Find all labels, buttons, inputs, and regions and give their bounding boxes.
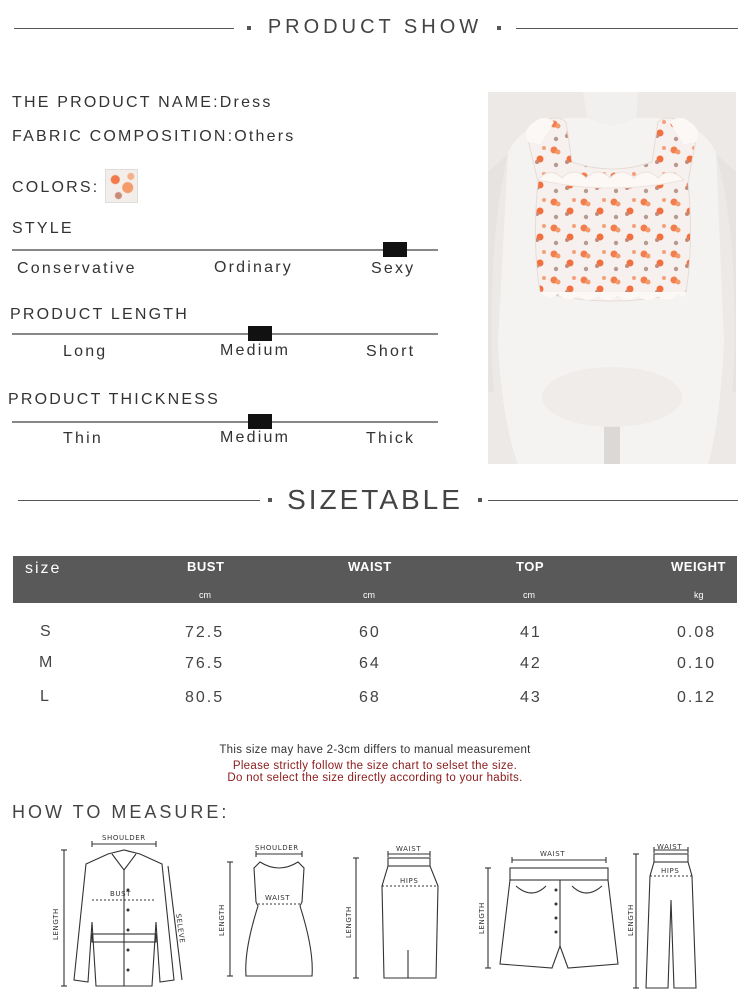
skirt-length-label: LENGTH [345, 906, 353, 938]
header-waist: WAIST [348, 559, 392, 574]
how-to-measure-title: HOW TO MEASURE: [12, 802, 230, 822]
length-label: PRODUCT LENGTH [10, 306, 189, 323]
size-warning-1: Please strictly follow the size chart to selset the size. [232, 760, 518, 772]
table-row-size: L [40, 688, 51, 705]
length-option-short: Short [366, 343, 416, 360]
jacket-diagram [48, 830, 198, 992]
thickness-option-medium: Medium [220, 429, 291, 446]
table-cell-bust: 80.5 [185, 689, 225, 706]
divider-right [516, 28, 738, 29]
skirt-hips-label: HIPS [400, 877, 419, 885]
colors-label: COLORS: [12, 179, 100, 196]
jacket-shoulder-label: SHOULDER [102, 834, 146, 842]
header-weight: WEIGHT [671, 559, 726, 574]
thickness-scale [12, 421, 438, 423]
header-weight-unit: kg [694, 590, 704, 600]
color-swatch-floral[interactable] [105, 169, 138, 203]
table-cell-weight: 0.12 [677, 689, 717, 706]
size-table-header [13, 556, 737, 603]
length-marker [248, 326, 272, 341]
table-cell-weight: 0.10 [677, 655, 717, 672]
dress-shoulder-label: SHOULDER [255, 844, 299, 852]
thickness-option-thick: Thick [366, 430, 416, 447]
style-option-conservative: Conservative [17, 260, 137, 277]
header-waist-unit: cm [363, 590, 375, 600]
mannequin-illustration [488, 92, 736, 464]
header-bust-unit: cm [199, 590, 211, 600]
product-show-title: PRODUCT SHOW [267, 16, 483, 38]
table-cell-waist: 68 [359, 689, 381, 706]
sizetable-header [0, 480, 750, 520]
product-photo[interactable] [488, 92, 736, 464]
style-label: STYLE [12, 220, 74, 237]
pants-hips-label: HIPS [661, 867, 680, 875]
product-name: THE PRODUCT NAME:Dress [12, 94, 273, 111]
fabric-composition: FABRIC COMPOSITION:Others [12, 128, 296, 145]
thickness-label: PRODUCT THICKNESS [8, 391, 220, 408]
divider-right [488, 500, 738, 501]
skirt-diagram [342, 842, 452, 984]
length-option-long: Long [63, 343, 108, 360]
header-size: size [25, 560, 62, 577]
dress-waist-label: WAIST [265, 894, 291, 902]
style-option-ordinary: Ordinary [214, 259, 293, 276]
header-bust: BUST [187, 559, 225, 574]
table-cell-weight: 0.08 [677, 624, 717, 641]
dress-diagram [214, 840, 314, 982]
table-cell-top: 42 [520, 655, 542, 672]
shorts-length-label: LENGTH [478, 902, 486, 934]
length-scale [12, 333, 438, 335]
product-show-header [0, 8, 750, 48]
measurement-note: This size may have 2-3cm differs to manual measurement [219, 744, 531, 756]
divider-dot-right [478, 498, 482, 502]
dress-length-label: LENGTH [218, 904, 226, 936]
style-scale [12, 249, 438, 251]
table-cell-top: 43 [520, 689, 542, 706]
pants-diagram [624, 840, 704, 992]
table-row-size: M [39, 654, 55, 671]
pants-waist-label: WAIST [657, 843, 683, 851]
sizetable-title: SIZETABLE [287, 484, 463, 515]
jacket-bust-label: BUST [110, 890, 132, 898]
jacket-length-label: LENGTH [52, 908, 60, 940]
shorts-waist-label: WAIST [540, 850, 566, 858]
style-marker [383, 242, 407, 257]
length-option-medium: Medium [220, 342, 291, 359]
table-row-size: S [40, 623, 53, 640]
pants-length-label: LENGTH [627, 904, 635, 936]
header-top-unit: cm [523, 590, 535, 600]
skirt-waist-label: WAIST [396, 845, 422, 853]
table-cell-bust: 72.5 [185, 624, 225, 641]
divider-dot-right [497, 26, 501, 30]
jacket-sleeve-label: SELEVE [174, 913, 187, 945]
shorts-diagram [476, 846, 626, 976]
table-cell-top: 41 [520, 624, 542, 641]
style-option-sexy: Sexy [371, 260, 416, 277]
table-cell-waist: 64 [359, 655, 381, 672]
thickness-marker [248, 414, 272, 429]
size-warning-2: Do not select the size directly according to your habits. [227, 772, 523, 784]
header-top: TOP [516, 559, 544, 574]
table-cell-bust: 76.5 [185, 655, 225, 672]
thickness-option-thin: Thin [63, 430, 103, 447]
table-cell-waist: 60 [359, 624, 381, 641]
